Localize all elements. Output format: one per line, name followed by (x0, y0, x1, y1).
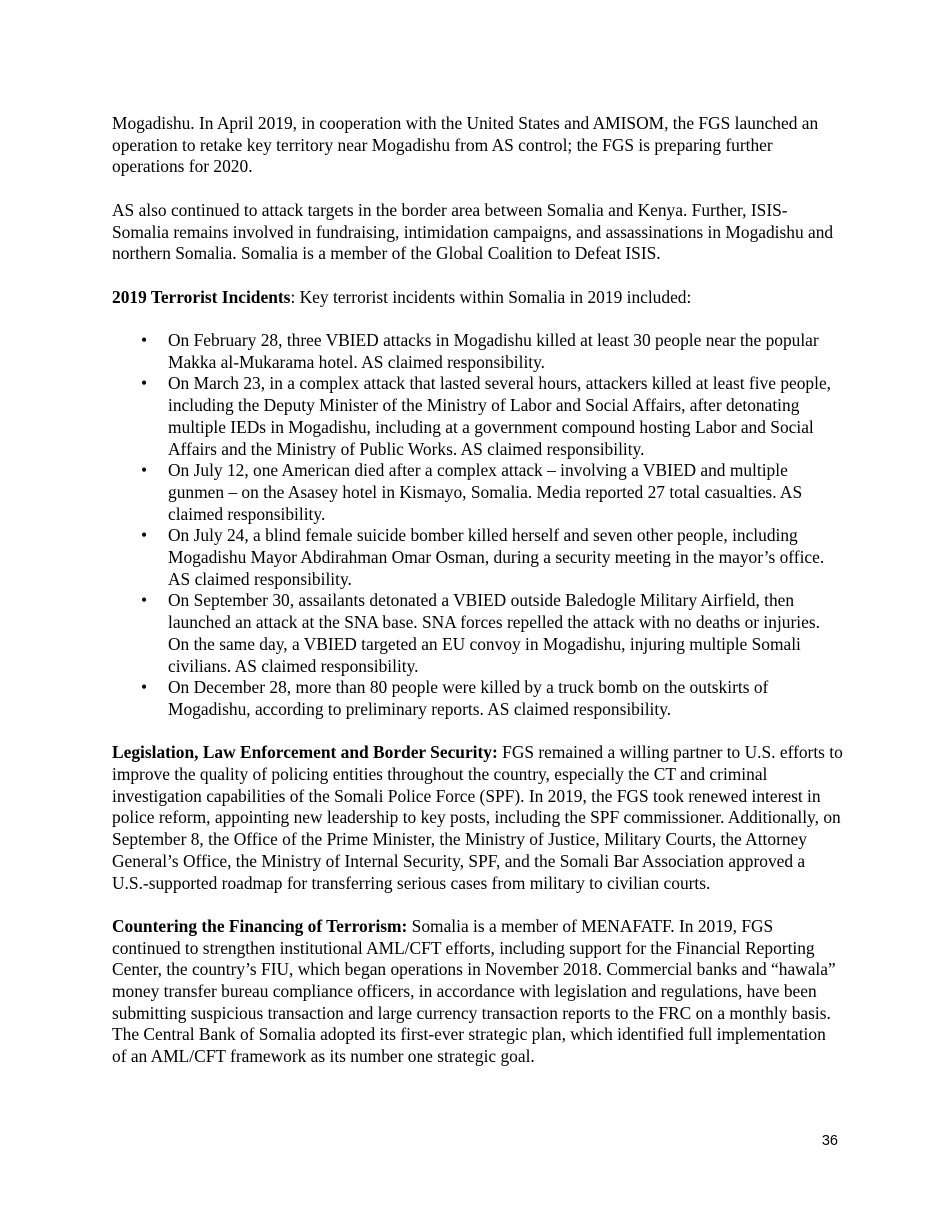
incident-item: • On September 30, assailants detonated a VBIED outside Baledogle Military Airfield, then launched an attack at the SNA base. SNA forces repelled the attack with no deaths or injuries. On the same day, a VBIED targeted an EU convoy in Mogadishu, injuring multiple Somali civilians. AS claimed responsibility. (168, 590, 844, 677)
incidents-intro-text: : Key terrorist incidents within Somalia in 2019 included: (290, 286, 692, 307)
incident-item: • On December 28, more than 80 people were killed by a truck bomb on the outskirts of Mogadishu, according to preliminary reports. AS claimed responsibility. (168, 677, 844, 720)
financing-paragraph (112, 916, 844, 1068)
intro-paragraph: Mogadishu. In April 2019, in cooperation with the United States and AMISOM, the FGS launched an operation to retake key territory near Mogadishu from AS control; the FGS is preparing further operations for 2020. (112, 113, 819, 177)
incident-item: • On March 23, in a complex attack that lasted several hours, attackers killed at least five people, including the Deputy Minister of the Ministry of Labor and Social Affairs, after detonating multiple IEDs in Mogadishu, including at a government compound hosting Labor and Social Affairs and the Ministry of Public Works. AS claimed responsibility. (168, 373, 844, 460)
incident-item: • On July 12, one American died after a complex attack – involving a VBIED and multiple gunmen – on the Asasey hotel in Kismayo, Somalia. Media reported 27 total casualties. AS claimed responsibility. (168, 460, 844, 525)
incidents-heading: 2019 Terrorist Incidents (112, 286, 291, 307)
financing-body: Somalia is a member of MENAFATF. In 2019, FGS continued to strengthen institutional AML/CFT efforts, including support for the Financial Reporting Center, the country’s FIU, which began operations in November 2018. Commercial banks and “hawala” money transfer bureau compliance officers, in accordance with legislation and regulations, have been submitting suspicious transaction and large currency transaction reports to the FRC on a monthly basis. The Central Bank of Somalia adopted its first-ever strategic plan, which identified full implementation of an AML/CFT framework as its number one strategic goal. (112, 915, 836, 1067)
legislation-paragraph (112, 742, 844, 894)
financing-heading: Countering the Financing of Terrorism: (112, 915, 408, 936)
legislation-body: FGS remained a willing partner to U.S. efforts to improve the quality of policing entities throughout the country, especially the CT and criminal investigation capabilities of the Somali Police Force (SPF). In 2019, the FGS took renewed interest in police reform, appointing new leadership to key posts, including the SPF commissioner. Additionally, on September 8, the Office of the Prime Minister, the Ministry of Justice, Military Courts, the Attorney General’s Office, the Ministry of Internal Security, SPF, and the Somali Bar Association approved a U.S.-supported roadmap for transferring serious cases from military to civilian courts. (112, 742, 843, 893)
incident-item: • On July 24, a blind female suicide bomber killed herself and seven other people, including Mogadishu Mayor Abdirahman Omar Osman, during a security meeting in the mayor’s office. AS claimed responsibility. (168, 525, 844, 590)
page-number: 36 (821, 1133, 838, 1149)
legislation-heading: Legislation, Law Enforcement and Border Security: (112, 742, 498, 763)
as-border-paragraph: AS also continued to attack targets in the border area between Somalia and Kenya. Further, ISIS-Somalia remains involved in fundraising, intimidation campaigns, and assassinations in Mogadishu and northern Somalia. Somalia is a member of the Global Coalition to Defeat ISIS. (112, 199, 834, 264)
incident-item: • On February 28, three VBIED attacks in Mogadishu killed at least 30 people near the popular Makka al-Mukarama hotel. AS claimed responsibility. (168, 330, 844, 373)
document-page (112, 113, 844, 1090)
incidents-section-intro (112, 287, 844, 309)
incidents-list (112, 330, 844, 721)
